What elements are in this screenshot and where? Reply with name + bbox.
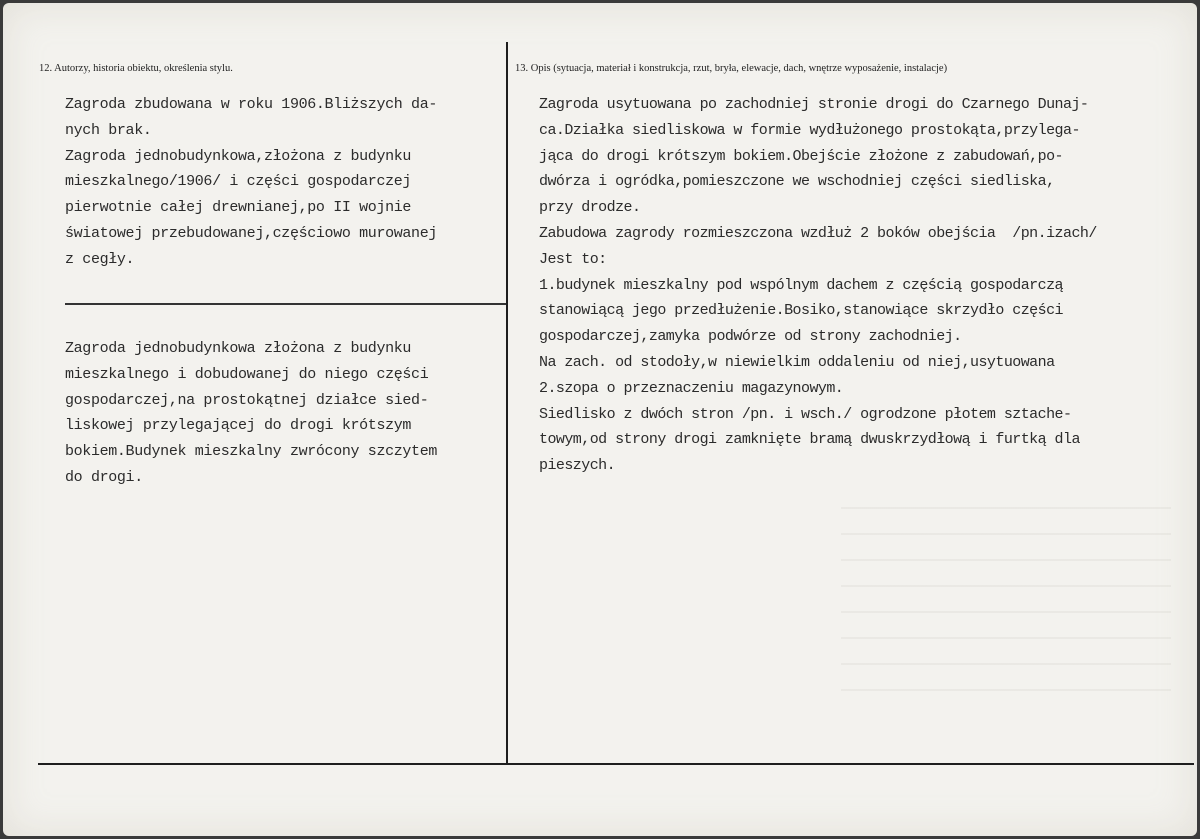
text-line: Jest to:	[539, 250, 607, 268]
text-line: liskowej przylegającej do drogi krótszym	[65, 417, 412, 435]
record-card	[3, 3, 1197, 836]
text-line: do drogi.	[65, 468, 143, 486]
text-line: ca.Działka siedliskowa w formie wydłużonego prostokąta,przylega-	[539, 121, 1080, 139]
text-line: jąca do drogi krótszym bokiem.Obejście złożone z zabudowań,po-	[539, 147, 1063, 165]
text-line: pierwotnie całej drewnianej,po II wojnie	[65, 199, 412, 217]
section-12-history-text	[65, 92, 437, 273]
text-line: mieszkalnego/1906/ i części gospodarczej	[65, 173, 412, 191]
text-line: światowej przebudowanej,częściowo murowanej	[65, 224, 438, 242]
text-line: 1.budynek mieszkalny pod wspólnym dachem z częścią gospodarczą	[539, 276, 1063, 294]
section-12-heading: 12. Autorzy, historia obiektu, określenia stylu.	[39, 63, 233, 74]
text-line: dwórza i ogródka,pomieszczone we wschodniej części siedliska,	[539, 173, 1055, 191]
text-line: Zagroda zbudowana w roku 1906.Bliższych da-	[65, 96, 438, 113]
text-line: Zagroda usytuowana po zachodniej stronie drogi do Czarnego Dunaj-	[539, 96, 1089, 113]
text-line: Na zach. od stodoły,w niewielkim oddaleniu od niej,usytuowana	[539, 353, 1055, 371]
section-13-description-text	[539, 92, 1097, 479]
bottom-rule	[38, 763, 1194, 765]
text-line: Zagroda jednobudynkowa,złożona z budynku	[65, 147, 412, 165]
text-line: pieszych.	[539, 457, 616, 475]
text-line: mieszkalnego i dobudowanej do niego części	[65, 365, 429, 383]
text-line: Zabudowa zagrody rozmieszczona wzdłuż 2 boków obejścia /pn.izach/	[539, 224, 1097, 242]
text-line: bokiem.Budynek mieszkalny zwrócony szczytem	[65, 443, 438, 461]
text-line: gospodarczej,na prostokątnej działce sied-	[65, 391, 429, 409]
text-line: przy drodze.	[539, 199, 641, 217]
text-line: z cegły.	[65, 250, 135, 268]
text-line: towym,od strony drogi zamknięte bramą dwuskrzydłową i furtką dla	[539, 431, 1080, 449]
text-line: gospodarczej,zamyka podwórze od strony zachodniej.	[539, 328, 962, 346]
text-line: Siedlisko z dwóch stron /pn. i wsch./ ogrodzone płotem sztache-	[539, 405, 1072, 423]
faint-background-marks	[841, 483, 1171, 693]
text-line: Zagroda jednobudynkowa złożona z budynku	[65, 340, 412, 357]
section-13-heading: 13. Opis (sytuacja, materiał i konstrukcja, rzut, bryła, elewacje, dach, wnętrze wyposażenie, instalacje)	[515, 63, 948, 74]
section-12-divider	[65, 303, 507, 305]
text-line: stanowiącą jego przedłużenie.Bosiko,stanowiące skrzydło części	[539, 302, 1063, 320]
column-divider	[506, 42, 508, 764]
section-12-summary-text	[65, 336, 437, 491]
text-line: 2.szopa o przeznaczeniu magazynowym.	[539, 379, 844, 397]
text-line: nych brak.	[65, 121, 152, 139]
